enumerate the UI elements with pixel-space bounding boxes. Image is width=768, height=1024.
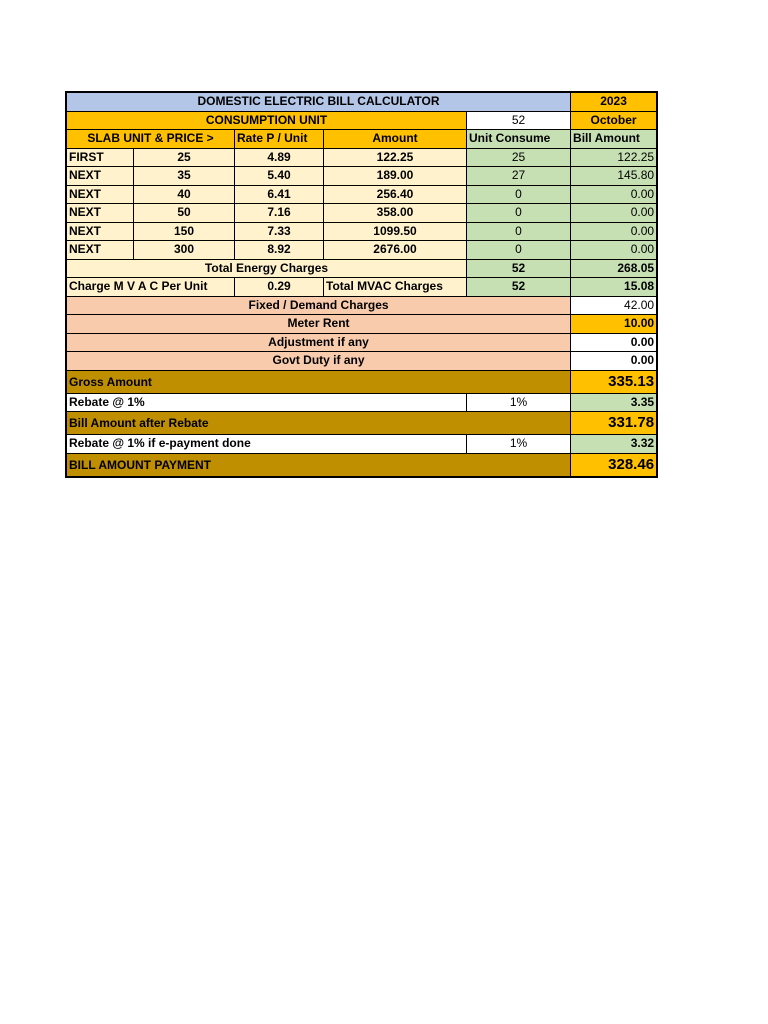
header-slab: SLAB UNIT & PRICE > — [67, 130, 235, 149]
after-rebate-value: 331.78 — [571, 412, 657, 435]
slab-label: NEXT — [67, 241, 134, 260]
rebate2-label: Rebate @ 1% if e-payment done — [67, 435, 467, 454]
adjustment-row — [67, 333, 657, 352]
consumption-label: CONSUMPTION UNIT — [67, 111, 467, 130]
slab-rate: 7.33 — [235, 222, 324, 241]
govt-value[interactable]: 0.00 — [571, 352, 657, 371]
mvac-rate: 0.29 — [235, 278, 324, 297]
consumption-row — [67, 111, 657, 130]
slab-bill: 145.80 — [571, 167, 657, 186]
bill-calculator-table — [66, 92, 657, 477]
slab-amount: 358.00 — [324, 204, 467, 223]
rebate2-value: 3.32 — [571, 435, 657, 454]
slab-label: NEXT — [67, 204, 134, 223]
slab-bill: 0.00 — [571, 241, 657, 260]
after-rebate-row — [67, 412, 657, 435]
slab-units: 35 — [134, 167, 235, 186]
slab-bill: 0.00 — [571, 185, 657, 204]
month-cell[interactable]: October — [571, 111, 657, 130]
slab-bill: 122.25 — [571, 148, 657, 167]
payment-value: 328.46 — [571, 453, 657, 476]
header-unit-consume: Unit Consume — [467, 130, 571, 149]
slab-row — [67, 222, 657, 241]
rebate1-value: 3.35 — [571, 393, 657, 412]
mvac-row — [67, 278, 657, 297]
slab-consumed: 0 — [467, 204, 571, 223]
fixed-value[interactable]: 42.00 — [571, 296, 657, 315]
rebate2-row — [67, 435, 657, 454]
year-cell[interactable]: 2023 — [571, 93, 657, 112]
gross-label: Gross Amount — [67, 370, 571, 393]
slab-consumed: 25 — [467, 148, 571, 167]
header-row — [67, 130, 657, 149]
title-row — [67, 93, 657, 112]
total-energy-amount: 268.05 — [571, 259, 657, 278]
rebate1-pct[interactable]: 1% — [467, 393, 571, 412]
slab-amount: 189.00 — [324, 167, 467, 186]
slab-row — [67, 204, 657, 223]
slab-consumed: 0 — [467, 241, 571, 260]
gross-row — [67, 370, 657, 393]
total-energy-units: 52 — [467, 259, 571, 278]
total-energy-label: Total Energy Charges — [67, 259, 467, 278]
slab-units: 300 — [134, 241, 235, 260]
header-rate: Rate P / Unit — [235, 130, 324, 149]
slab-amount: 2676.00 — [324, 241, 467, 260]
after-rebate-label: Bill Amount after Rebate — [67, 412, 571, 435]
slab-amount: 1099.50 — [324, 222, 467, 241]
header-bill-amount: Bill Amount — [571, 130, 657, 149]
rebate1-label: Rebate @ 1% — [67, 393, 467, 412]
slab-amount: 256.40 — [324, 185, 467, 204]
slab-rate: 7.16 — [235, 204, 324, 223]
slab-amount: 122.25 — [324, 148, 467, 167]
fixed-label: Fixed / Demand Charges — [67, 296, 571, 315]
calculator-title: DOMESTIC ELECTRIC BILL CALCULATOR — [67, 93, 571, 112]
slab-units: 50 — [134, 204, 235, 223]
mvac-units: 52 — [467, 278, 571, 297]
slab-row — [67, 185, 657, 204]
consumption-input[interactable]: 52 — [467, 111, 571, 130]
slab-label: FIRST — [67, 148, 134, 167]
total-energy-row — [67, 259, 657, 278]
slab-units: 40 — [134, 185, 235, 204]
slab-units: 150 — [134, 222, 235, 241]
meter-row — [67, 315, 657, 334]
slab-bill: 0.00 — [571, 204, 657, 223]
slab-row — [67, 148, 657, 167]
header-amount: Amount — [324, 130, 467, 149]
slab-consumed: 0 — [467, 222, 571, 241]
slab-consumed: 27 — [467, 167, 571, 186]
rebate1-row — [67, 393, 657, 412]
govt-row — [67, 352, 657, 371]
slab-label: NEXT — [67, 222, 134, 241]
meter-label: Meter Rent — [67, 315, 571, 334]
govt-label: Govt Duty if any — [67, 352, 571, 371]
slab-units: 25 — [134, 148, 235, 167]
meter-value[interactable]: 10.00 — [571, 315, 657, 334]
slab-label: NEXT — [67, 167, 134, 186]
mvac-label: Charge M V A C Per Unit — [67, 278, 235, 297]
rebate2-pct[interactable]: 1% — [467, 435, 571, 454]
slab-row — [67, 241, 657, 260]
slab-consumed: 0 — [467, 185, 571, 204]
slab-row — [67, 167, 657, 186]
mvac-amount: 15.08 — [571, 278, 657, 297]
slab-rate: 8.92 — [235, 241, 324, 260]
adjustment-value[interactable]: 0.00 — [571, 333, 657, 352]
payment-row — [67, 453, 657, 476]
slab-rate: 5.40 — [235, 167, 324, 186]
slab-rate: 6.41 — [235, 185, 324, 204]
mvac-total-label: Total MVAC Charges — [324, 278, 467, 297]
slab-label: NEXT — [67, 185, 134, 204]
fixed-row — [67, 296, 657, 315]
slab-bill: 0.00 — [571, 222, 657, 241]
adjustment-label: Adjustment if any — [67, 333, 571, 352]
slab-rate: 4.89 — [235, 148, 324, 167]
payment-label: BILL AMOUNT PAYMENT — [67, 453, 571, 476]
gross-value: 335.13 — [571, 370, 657, 393]
